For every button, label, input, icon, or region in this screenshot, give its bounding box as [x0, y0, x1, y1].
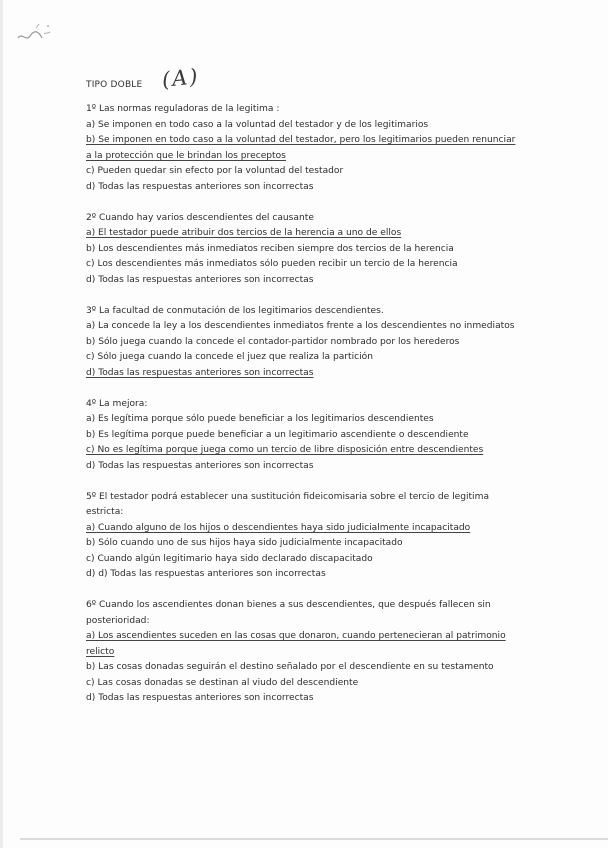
question-list: [86, 102, 526, 722]
question-text: [86, 102, 526, 118]
answer-option: [86, 412, 526, 428]
question-text: [86, 598, 526, 629]
question-line: 6º Cuando los ascendientes donan bienes a sus descendientes, que después fallecen sin: [86, 600, 491, 610]
answer-option: [86, 257, 526, 273]
answer-option-line: a) Es legítima porque sólo puede beneficiar a los legitimarios descendientes: [86, 414, 434, 424]
answer-option: [86, 676, 526, 692]
answer-option: [86, 567, 526, 583]
question-block: [86, 102, 526, 195]
page-edge: [0, 0, 3, 848]
answer-option: [86, 428, 526, 444]
answer-option: [86, 443, 526, 459]
answer-option-line: a) Los ascendientes suceden en las cosas que donaron, cuando pertenecieran al patrimonio: [86, 631, 506, 641]
answer-option-line: c) Cuando algún legitimario haya sido declarado discapacitado: [86, 553, 373, 564]
answer-option: [86, 319, 526, 335]
answer-option: [86, 273, 526, 289]
scan-smudge-icon: [16, 18, 56, 48]
answer-option-line: relicto: [86, 646, 115, 657]
question-block: [86, 490, 526, 583]
answer-option: [86, 629, 526, 660]
answer-option-line: d) d) Todas las respuestas anteriores son incorrectas: [86, 569, 326, 579]
question-line: estricta:: [86, 507, 124, 517]
answer-option: [86, 226, 526, 242]
question-block: [86, 598, 526, 707]
answer-option-line: c) Sólo juega cuando la concede el juez que realiza la partición: [86, 352, 373, 362]
answer-option: [86, 350, 526, 366]
answer-option: [86, 180, 526, 196]
answer-option: [86, 459, 526, 475]
answer-option: [86, 164, 526, 180]
question-line: 1º Las normas reguladoras de la legitima :: [86, 104, 280, 114]
page-bottom-edge: [20, 838, 608, 840]
answer-option-line: d) Todas las respuestas anteriores son incorrectas: [86, 181, 314, 192]
answer-option: [86, 133, 526, 164]
handwritten-version-mark: (A): [160, 64, 201, 92]
question-line: 5º El testador podrá establecer una sustitución fideicomisaria sobre el tercio de legitima: [86, 491, 490, 502]
question-line: 3º La facultad de conmutación de los legitimarios descendientes.: [86, 305, 384, 316]
answer-option-line: a) El testador puede atribuir dos tercios de la herencia a uno de ellos: [86, 228, 402, 238]
document-title: TIPO DOBLE: [86, 80, 143, 90]
answer-option: [86, 521, 526, 537]
answer-option-line: a la protección que le brindan los preceptos: [86, 150, 286, 161]
question-line: 4º La mejora:: [86, 398, 148, 409]
answer-option: [86, 552, 526, 568]
answer-option: [86, 536, 526, 552]
answer-option-line: c) No es legítima porque juega como un tercio de libre disposición entre descendientes: [86, 445, 484, 455]
answer-option-line: d) Todas las respuestas anteriores son incorrectas: [86, 460, 314, 471]
answer-option-line: c) Pueden quedar sin efecto por la voluntad del testador: [86, 166, 344, 176]
question-text: [86, 490, 526, 521]
answer-option-line: b) Sólo juega cuando la concede el contador-partidor nombrado por los herederos: [86, 336, 460, 347]
question-text: [86, 304, 526, 320]
answer-option: [86, 660, 526, 676]
answer-option-line: c) Las cosas donadas se destinan al viudo del descendiente: [86, 677, 359, 688]
answer-option-line: d) Todas las respuestas anteriores son incorrectas: [86, 693, 314, 703]
answer-option-line: b) Sólo cuando uno de sus hijos haya sido judicialmente incapacitado: [86, 538, 403, 548]
question-block: [86, 397, 526, 475]
question-line: 2º Cuando hay varios descendientes del causante: [86, 212, 314, 223]
answer-option-line: d) Todas las respuestas anteriores son incorrectas: [86, 274, 314, 285]
answer-option-line: a) Se imponen en todo caso a la voluntad del testador y de los legitimarios: [86, 119, 429, 130]
question-text: [86, 211, 526, 227]
answer-option-line: c) Los descendientes más inmediatos sólo pueden recibir un tercio de la herencia: [86, 259, 458, 269]
answer-option: [86, 366, 526, 382]
question-text: [86, 397, 526, 413]
question-line: posterioridad:: [86, 615, 150, 626]
answer-option: [86, 118, 526, 134]
answer-option-line: a) La concede la ley a los descendientes inmediatos frente a los descendientes no inmediatos: [86, 321, 515, 331]
answer-option: [86, 335, 526, 351]
question-block: [86, 304, 526, 382]
answer-option-line: b) Los descendientes más inmediatos reciben siempre dos tercios de la herencia: [86, 243, 454, 254]
answer-option: [86, 691, 526, 707]
question-block: [86, 211, 526, 289]
answer-option-line: b) Las cosas donadas seguirán el destino señalado por el descendiente en su testamento: [86, 662, 494, 672]
answer-option: [86, 242, 526, 258]
answer-option-line: b) Se imponen en todo caso a la voluntad del testador, pero los legitimarios pueden renunciar: [86, 135, 516, 145]
answer-option-line: b) Es legítima porque puede beneficiar a un legitimario ascendiente o descendiente: [86, 429, 469, 440]
answer-option-line: d) Todas las respuestas anteriores son incorrectas: [86, 367, 314, 378]
answer-option-line: a) Cuando alguno de los hijos o descendientes haya sido judicialmente incapacitado: [86, 522, 471, 533]
